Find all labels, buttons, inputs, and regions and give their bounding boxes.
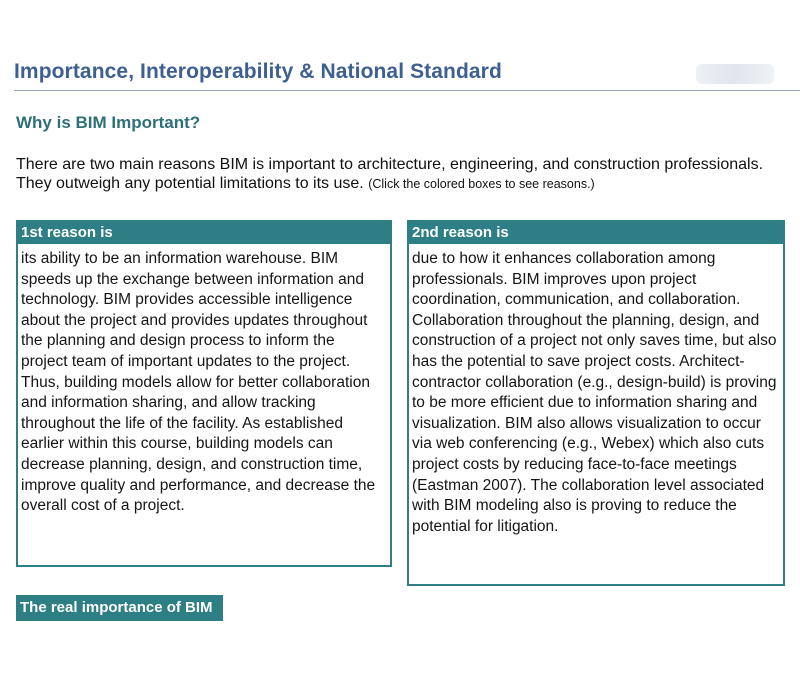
section-heading: Why is BIM Important? xyxy=(16,113,201,132)
intro-text: There are two main reasons BIM is important to architecture, engineering, and construction professionals. They outweigh any potential limitations to its use. xyxy=(16,156,764,192)
reason-box-1[interactable] xyxy=(16,220,392,567)
reason-text-1: its ability to be an information warehouse. BIM speeds up the exchange between information and technology. BIM provides accessible intelligence about the project and provides updates throughout the planning and design process to inform the project team of important updates to the project. Thus, building models allow for better collaboration and information sharing, and allow tracking throughout the life of the facility. As established earlier within this course, building models can decrease planning, design, and construction time, improve quality and performance, and decrease the overall cost of a project. xyxy=(21,250,376,515)
page-title: Importance, Interoperability & National Standard xyxy=(14,60,502,83)
blurred-page-tag xyxy=(696,64,774,84)
reason-box-2[interactable] xyxy=(407,220,785,586)
intro-hint: (Click the colored boxes to see reasons.) xyxy=(368,177,595,191)
reason-header-1[interactable]: 1st reason is xyxy=(18,222,390,244)
reason-text-2: due to how it enhances collaboration among professionals. BIM improves upon project coordination, communication, and collaboration. Collaboration throughout the planning, design, and construction of a project not only saves time, but also has the potential to save project costs. Architect- contractor collaboration (e.g., design-build) is proving to be more efficient due to information sharing and visualization. BIM also allows visualization to occur via web conferencing (e.g., Webex) which also cuts project costs by reducing face-to-face meetings (Eastman 2007). The collaboration level associated with BIM modeling also is proving to reduce the potential for litigation. xyxy=(412,250,777,535)
real-importance-button[interactable]: The real importance of BIM xyxy=(16,595,223,621)
intro-paragraph xyxy=(16,155,796,194)
page-header xyxy=(14,58,800,91)
reason-header-2[interactable]: 2nd reason is xyxy=(409,222,783,244)
